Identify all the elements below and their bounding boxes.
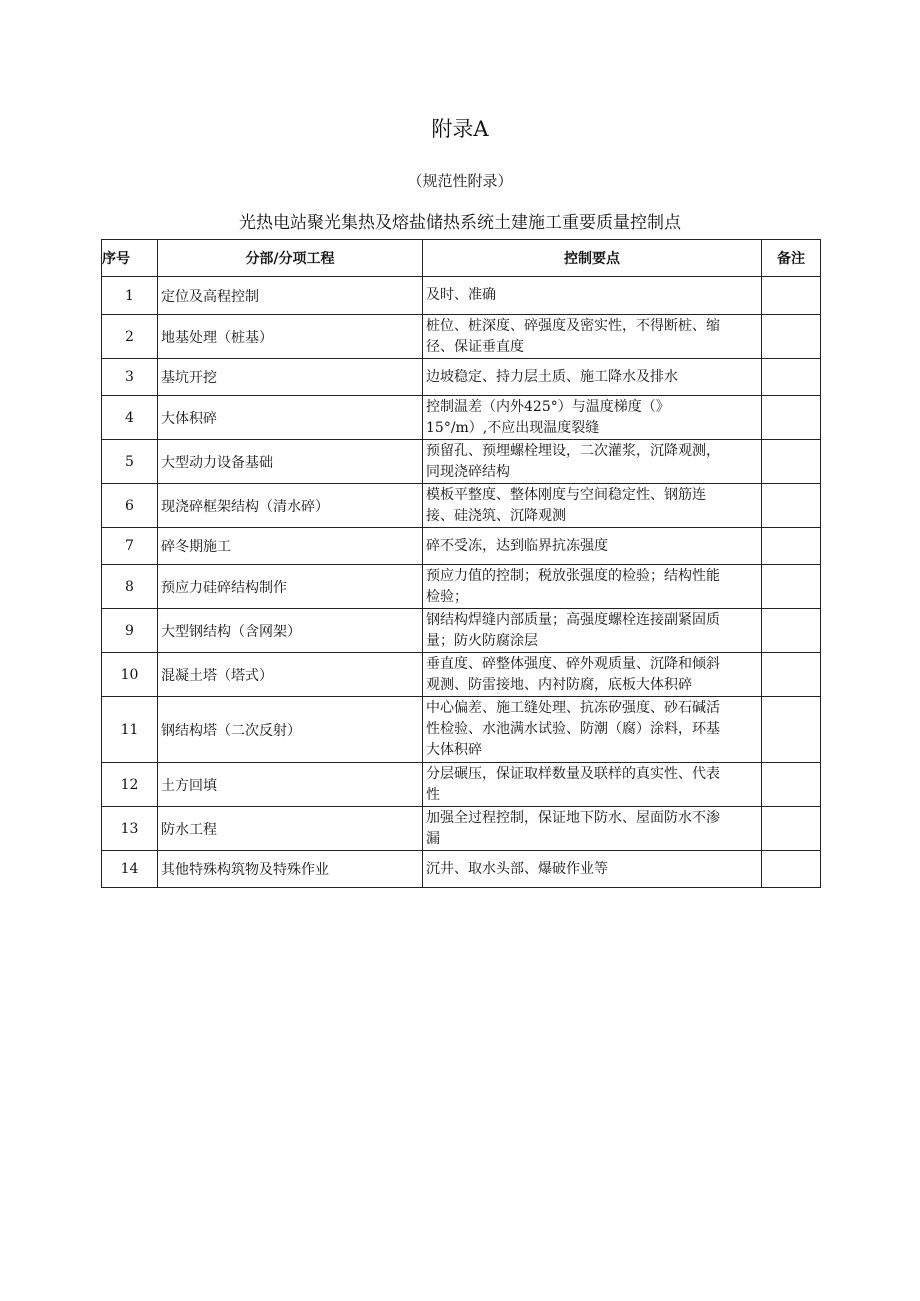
table-row [102,528,821,565]
cell-no: 14 [102,851,158,888]
cell-control: 预应力值的控制；税放张强度的检验；结构性能 检验； [423,565,762,609]
cell-no: 8 [102,565,158,609]
cell-control: 钢结构焊缝内部质量；高强度螺栓连接副紧固质 量；防火防腐涂层 [423,609,762,653]
cell-no: 12 [102,763,158,807]
cell-control: 控制温差（内外425°）与温度梯度（》 15°/m）,不应出现温度裂缝 [423,396,762,440]
cell-part: 预应力硅碎结构制作 [158,565,423,609]
cell-note [762,697,821,763]
table-row [102,763,821,807]
table-row [102,277,821,315]
cell-part: 基坑开挖 [158,359,423,396]
cell-note [762,277,821,315]
cell-note [762,763,821,807]
cell-part: 大体积碎 [158,396,423,440]
cell-control: 桩位、桩深度、碎强度及密实性，不得断桩、缩 径、保证垂直度 [423,315,762,359]
cell-no: 9 [102,609,158,653]
table-caption: 光热电站聚光集热及熔盐储热系统土建施工重要质量控制点 [239,213,681,233]
cell-no: 7 [102,528,158,565]
cell-note [762,484,821,528]
cell-control: 碎不受冻，达到临界抗冻强度 [423,528,762,565]
column-header-note: 备注 [762,240,821,277]
cell-note [762,359,821,396]
cell-note [762,528,821,565]
cell-no: 11 [102,697,158,763]
cell-part: 现浇碎框架结构（清水碎） [158,484,423,528]
cell-part: 定位及高程控制 [158,277,423,315]
cell-control: 中心偏差、施工缝处理、抗冻矽强度、砂石碱活 性检验、水池满水试验、防潮（腐）涂料，环基 大体积碎 [423,697,762,763]
column-header-part: 分部/分项工程 [158,240,423,277]
cell-part: 土方回填 [158,763,423,807]
cell-part: 大型动力设备基础 [158,440,423,484]
cell-part: 碎冬期施工 [158,528,423,565]
cell-no: 1 [102,277,158,315]
table-row [102,440,821,484]
cell-no: 2 [102,315,158,359]
table-row [102,609,821,653]
cell-part: 其他特殊构筑物及特殊作业 [158,851,423,888]
table-row [102,697,821,763]
cell-control: 预留孔、预埋螺栓埋设，二次灌浆，沉降观测， 同现浇碎结构 [423,440,762,484]
appendix-title: 附录A [431,117,489,141]
cell-note [762,609,821,653]
table-row [102,565,821,609]
cell-control: 垂直度、碎整体强度、碎外观质量、沉降和倾斜 观测、防雷接地、内衬防腐，底板大体积碎 [423,653,762,697]
table-row [102,396,821,440]
cell-control: 模板平整度、整体刚度与空间稳定性、钢筋连 接、硅浇筑、沉降观测 [423,484,762,528]
cell-part: 钢结构塔（二次反射） [158,697,423,763]
column-header-control: 控制要点 [423,240,762,277]
cell-no: 3 [102,359,158,396]
cell-control: 加强全过程控制，保证地下防水、屋面防水不渗 漏 [423,807,762,851]
cell-note [762,653,821,697]
table-body [102,277,821,888]
table-header-row [102,240,821,277]
cell-control: 沉井、取水头部、爆破作业等 [423,851,762,888]
cell-no: 6 [102,484,158,528]
table-row [102,851,821,888]
cell-part: 大型钢结构（含网架） [158,609,423,653]
quality-control-table [101,239,821,888]
cell-part: 混凝土塔（塔式） [158,653,423,697]
cell-no: 10 [102,653,158,697]
table-row [102,653,821,697]
table-row [102,359,821,396]
cell-no: 13 [102,807,158,851]
cell-note [762,315,821,359]
cell-note [762,396,821,440]
cell-note [762,565,821,609]
cell-no: 4 [102,396,158,440]
table-row [102,315,821,359]
column-header-no: 序号 [102,240,158,277]
cell-note [762,851,821,888]
cell-note [762,440,821,484]
cell-note [762,807,821,851]
table-row [102,484,821,528]
table-row [102,807,821,851]
cell-no: 5 [102,440,158,484]
appendix-type: （规范性附录） [407,172,513,190]
cell-part: 防水工程 [158,807,423,851]
cell-control: 及时、准确 [423,277,762,315]
cell-part: 地基处理（桩基） [158,315,423,359]
cell-control: 边坡稳定、持力层土质、施工降水及排水 [423,359,762,396]
cell-control: 分层碾压，保证取样数量及联样的真实性、代表 性 [423,763,762,807]
